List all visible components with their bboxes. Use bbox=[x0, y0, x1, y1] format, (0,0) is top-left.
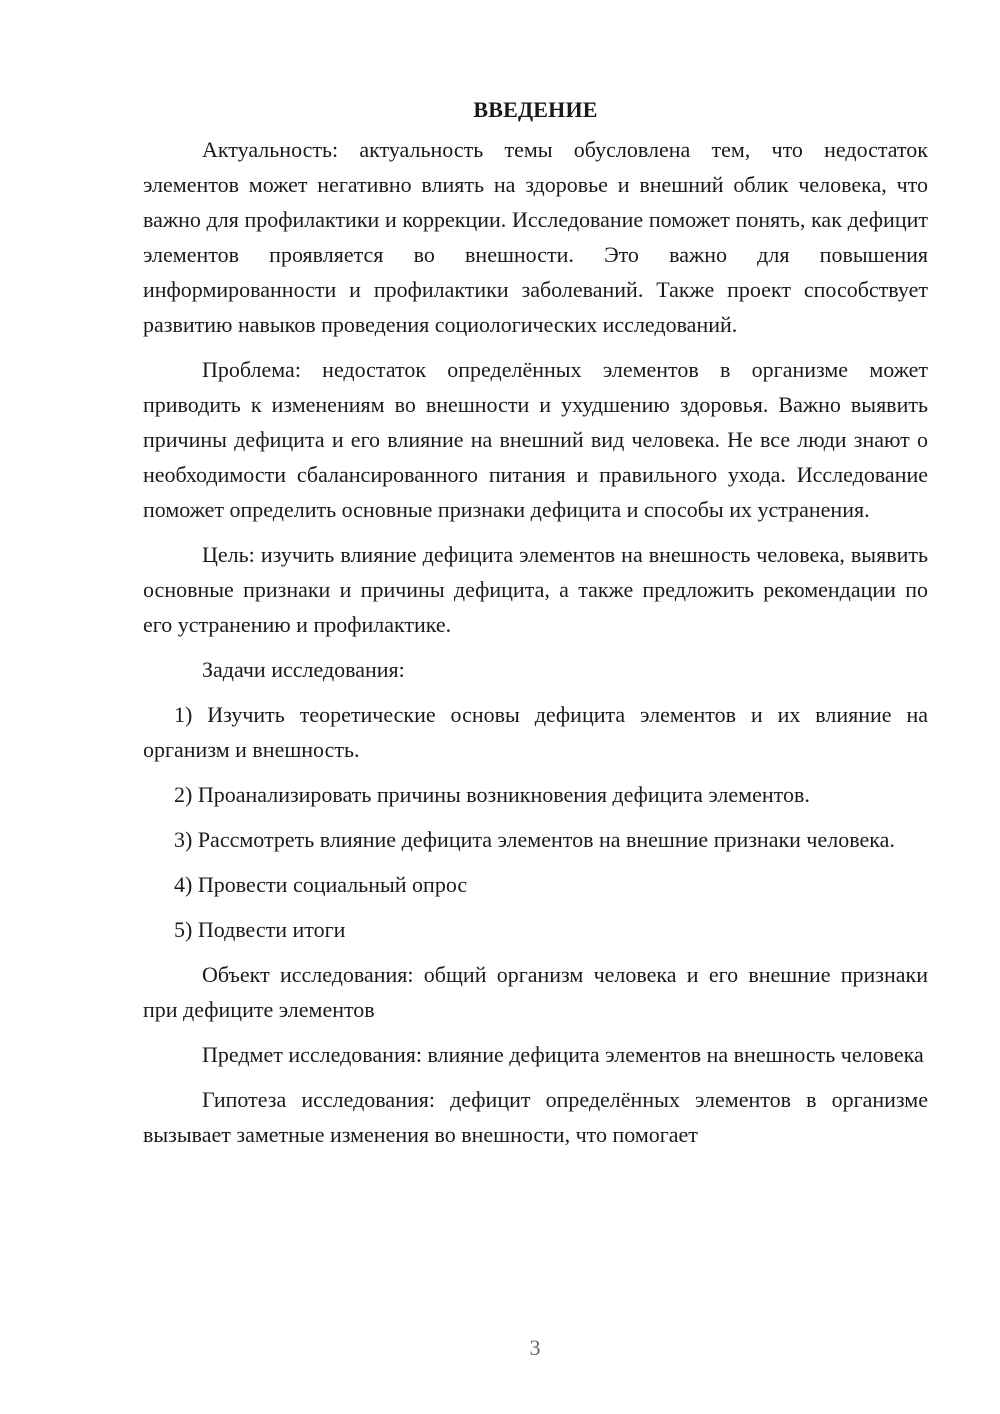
goal-paragraph: Цель: изучить влияние дефицита элементов на внешность человека, выявить основные признаки и причины дефицита, а также предложить рекомендации по его устранению и профилактике. bbox=[143, 542, 928, 637]
relevance-paragraph: Актуальность: актуальность темы обусловлена тем, что недостаток элементов может негативно влиять на здоровье и внешний облик человека, что важно для профилактики и коррекции. Исследование поможет понять, как дефицит элементов проявляется во внешности. Это важно для повышения информированности и профилактики заболеваний. Также проект способствует развитию навыков проведения социологических исследований. bbox=[143, 137, 928, 337]
task-item: 3) Рассмотреть влияние дефицита элементов на внешние признаки человека. bbox=[174, 827, 895, 852]
task-item: 4) Провести социальный опрос bbox=[174, 872, 468, 897]
object-paragraph: Объект исследования: общий организм человека и его внешние признаки при дефиците элементов bbox=[143, 962, 928, 1022]
subject-paragraph: Предмет исследования: влияние дефицита элементов на внешность человека bbox=[202, 1042, 924, 1067]
problem-paragraph: Проблема: недостаток определённых элементов в организме может приводить к изменениям во внешности и ухудшению здоровья. Важно выявить причины дефицита и его влияние на внешний вид человека. Не все люди знают о необходимости сбалансированного питания и правильного ухода. Исследование поможет определить основные признаки дефицита и способы их устранения. bbox=[143, 357, 928, 522]
tasks-title: Задачи исследования: bbox=[202, 657, 405, 682]
page-content bbox=[143, 92, 928, 1162]
task-item: 2) Проанализировать причины возникновения дефицита элементов. bbox=[174, 782, 810, 807]
page-number: 3 bbox=[529, 1335, 541, 1360]
section-heading: ВВЕДЕНИЕ bbox=[473, 97, 598, 122]
task-item: 5) Подвести итоги bbox=[174, 917, 346, 942]
task-item: 1) Изучить теоретические основы дефицита элементов и их влияние на организм и внешность. bbox=[143, 702, 928, 762]
hypothesis-paragraph: Гипотеза исследования: дефицит определённых элементов в организме вызывает заметные изменения во внешности, что помогает bbox=[143, 1087, 928, 1147]
